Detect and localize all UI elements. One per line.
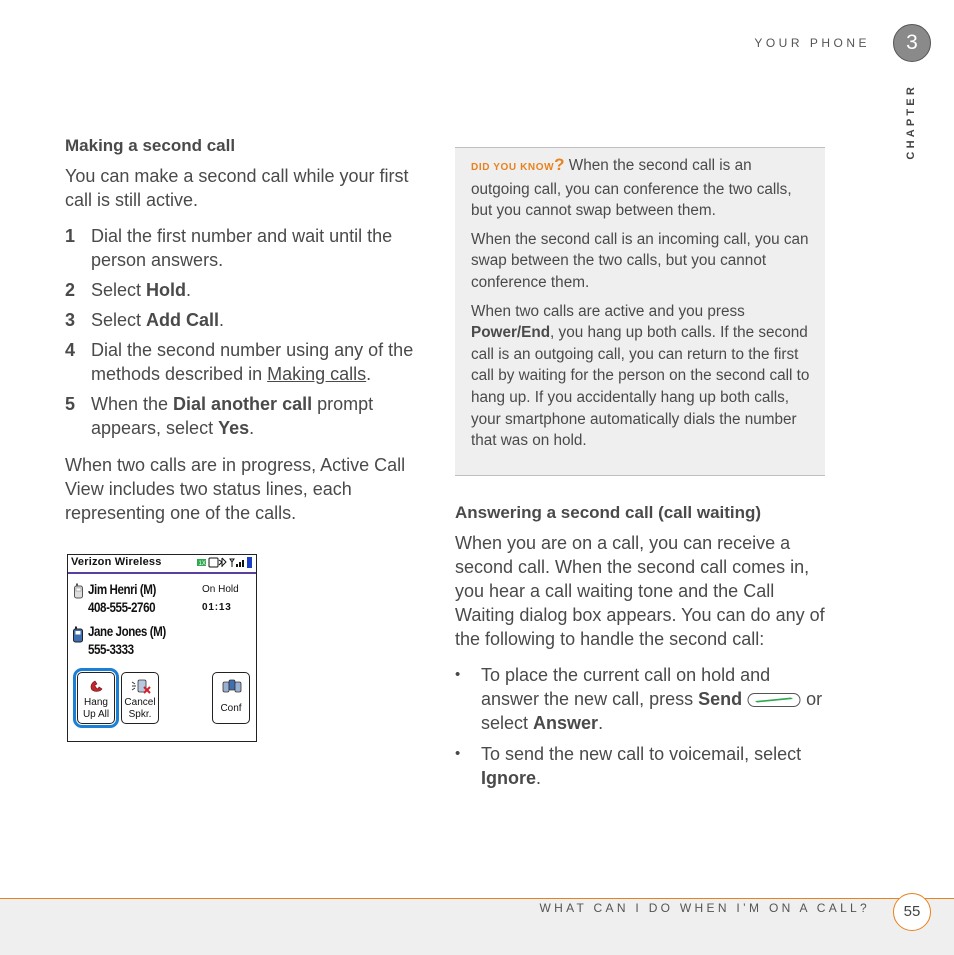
phone-handset-icon [74,583,83,599]
option-text: To place the current call on hold and answer the new call, press [481,665,771,709]
step-item [65,278,437,302]
svg-text:1X: 1X [198,561,206,567]
hold-keyword: Hold [146,280,187,300]
step-number: 1 [65,226,76,246]
step-text: . [186,280,192,300]
caller-1-name: Jim Henri (M) [88,582,156,597]
intro-paragraph: You can make a second call while your first call is still active. [65,166,409,210]
hang-up-label-2: Up All [82,709,110,720]
step-number: 2 [65,280,76,300]
hang-up-all-button[interactable] [77,672,115,724]
caller-1-timer: 01:13 [202,602,232,613]
step-text: Select [91,310,147,330]
right-column [455,501,825,790]
status-icons [196,556,254,569]
caller-2-number: 555-3333 [88,642,134,657]
option-text: or select [481,689,823,733]
section-heading-answering-second-call: Answering a second call (call waiting) [455,503,762,522]
ignore-keyword: Ignore [481,768,537,788]
active-call-view-screenshot [67,554,257,742]
option-text: . [536,768,542,788]
phone-handset-active-icon [73,626,83,643]
cancel-speaker-button[interactable] [121,672,159,724]
running-header: YOUR PHONE [754,36,870,50]
caller-1-status: On Hold [202,584,239,595]
option-item [455,742,825,790]
caller-2-name: Jane Jones (M) [88,624,166,639]
page-number: 55 [893,893,931,931]
step-text: . [249,418,255,438]
step-item [65,338,437,386]
did-you-know-box [455,147,825,476]
tip-text: When the second call is an outgoing call, you can conference the two calls, but you cannot swap between them. [471,157,792,220]
power-end-keyword: Power/End [471,324,551,342]
section-heading-making-second-call: Making a second call [65,136,236,155]
phone-status-bar [68,555,256,574]
step-text: . [366,364,372,384]
step-text: prompt appears, select [91,394,374,438]
caller-1-number: 408-555-2760 [88,600,156,615]
option-text: . [598,713,604,733]
send-button-icon [747,692,801,708]
hang-up-label-1: Hang [84,697,108,708]
step-text: Dial the second number using any of the methods described in [91,340,414,384]
options-list [455,663,825,790]
tip-paragraph-2: When the second call is an incoming call, you can swap between the two calls, but you cannot conference them. [471,230,809,291]
send-keyword: Send [698,689,743,709]
did-you-know-label: DID YOU KNOW [471,162,555,173]
step-text: . [219,310,225,330]
step-number: 3 [65,310,76,330]
outro-paragraph: When two calls are in progress, Active Call View includes two status lines, each representing one of the calls. [65,455,406,523]
left-column [65,134,437,525]
yes-keyword: Yes [218,418,250,438]
question-mark-icon: ? [554,155,565,174]
dial-another-call-keyword: Dial another call [173,394,313,414]
step-text: When the [91,394,174,414]
chapter-label: CHAPTER [905,84,917,160]
steps-list [65,224,437,440]
tip-paragraph-1 [471,154,813,222]
making-calls-link[interactable]: Making calls [267,364,367,384]
step-text: Select [91,280,147,300]
cancel-label-1: Cancel [124,697,156,708]
step-text: Dial the first number and wait until the person answers. [91,226,393,270]
add-call-keyword: Add Call [146,310,220,330]
cancel-label-2: Spkr. [128,709,152,720]
step-item [65,224,437,272]
conf-label: Conf [220,703,242,714]
speaker-off-icon [130,678,152,694]
hang-up-icon [89,678,105,692]
step-number: 4 [65,340,76,360]
conference-button[interactable] [212,672,250,724]
running-footer: WHAT CAN I DO WHEN I’M ON A CALL? [539,901,870,915]
answering-intro-paragraph: When you are on a call, you can receive a second call. When the second call comes in, you hear a call waiting tone and the Call Waiting dialog box appears. You can do any of the following to handle the second call: [455,533,825,649]
carrier-name: Verizon Wireless [71,556,162,568]
chapter-number-badge: 3 [893,24,931,62]
option-text: To send the new call to voicemail, select [481,744,802,764]
conference-icon [222,678,242,694]
tip-text: , you hang up both calls. If the second call is an outgoing call, you can return to the first call by waiting for the person on the second call to hang up. If you accidentally hang up both calls, your smartphone automatically dials the number that was on hold. [471,324,810,450]
option-item [455,663,825,735]
step-item [65,392,437,440]
step-number: 5 [65,394,76,414]
step-item [65,308,437,332]
tip-text: When two calls are active and you press [471,302,745,320]
tip-paragraph-3 [471,301,813,452]
answer-keyword: Answer [533,713,599,733]
